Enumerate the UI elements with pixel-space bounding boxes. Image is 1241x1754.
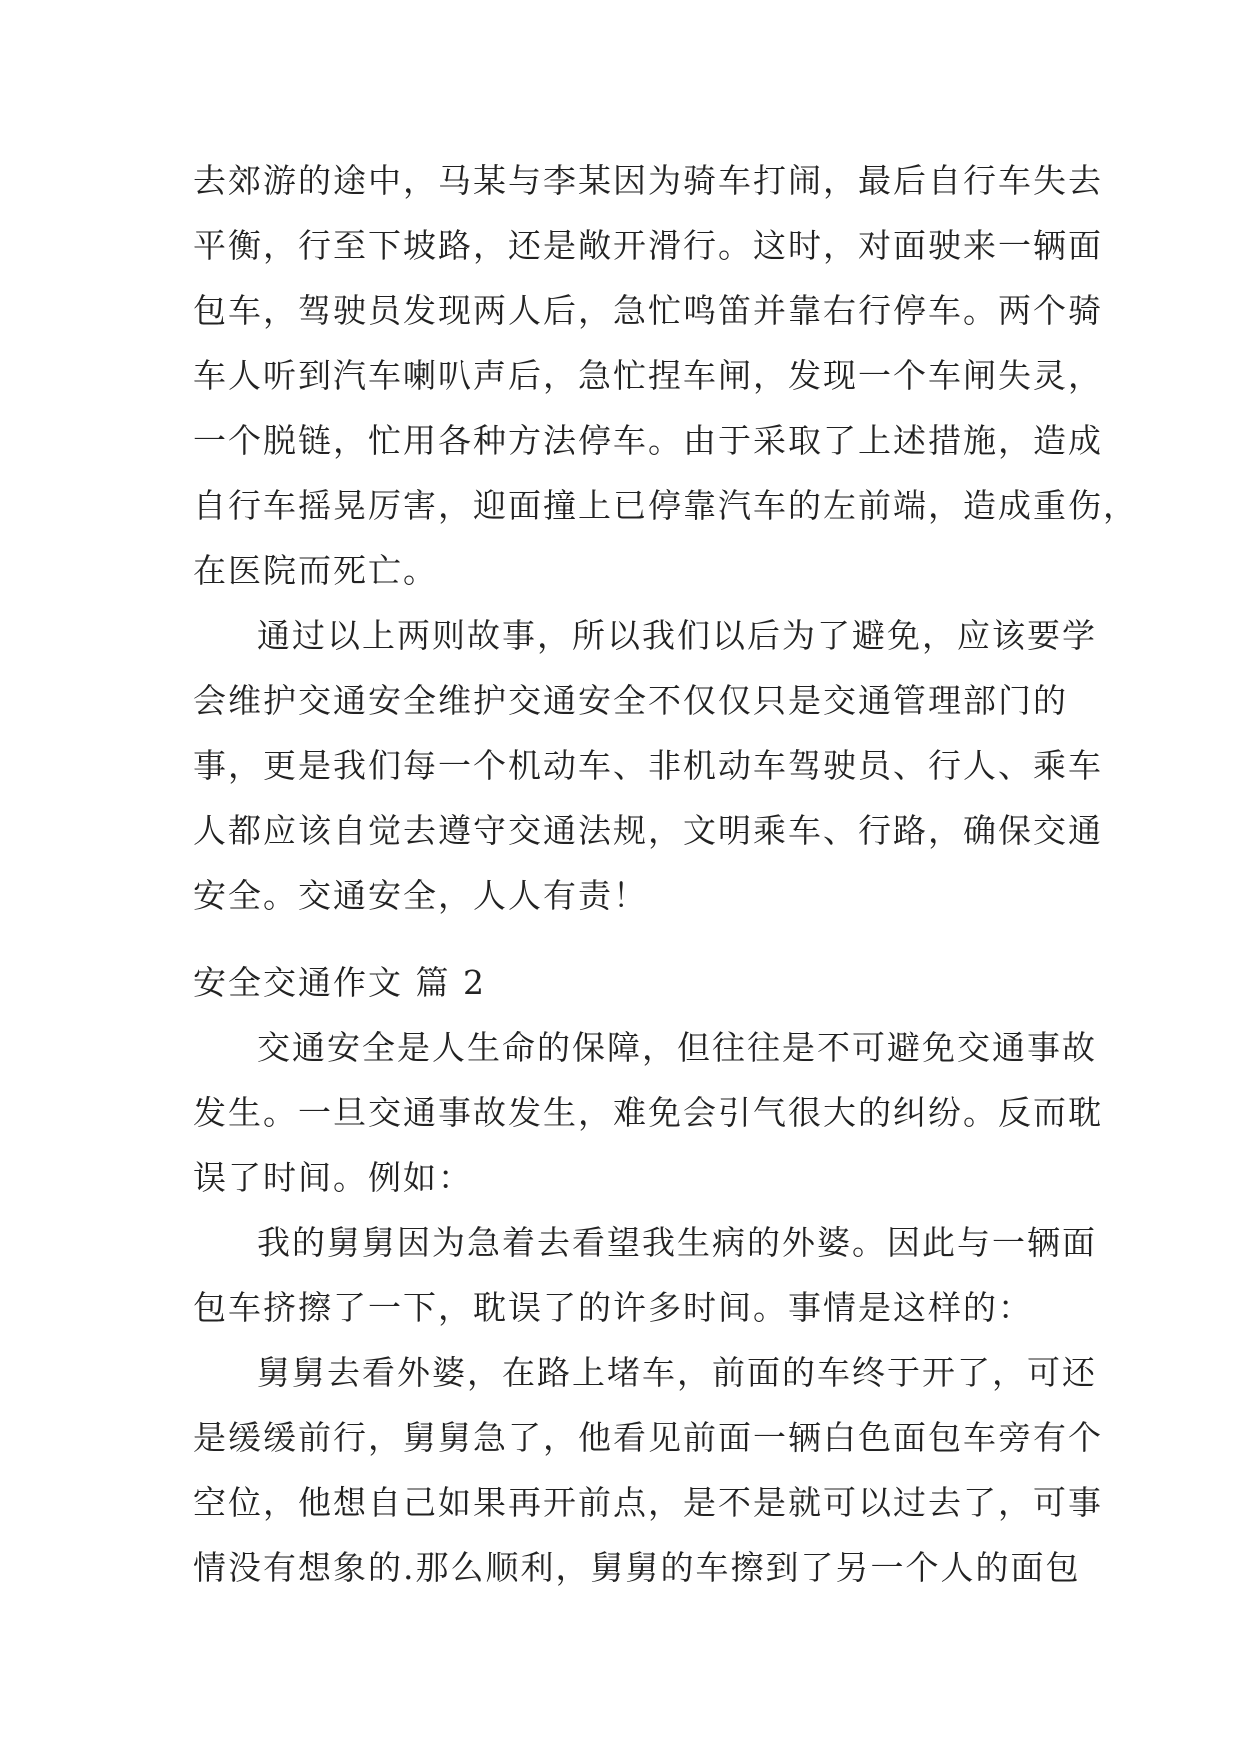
text-line: 交通安全是人生命的保障，但往往是不可避免交通事故 (257, 1028, 1097, 1067)
text-line: 包车挤擦了一下，耽误了的许多时间。事情是这样的： (193, 1288, 1033, 1327)
story-continuation-section (193, 148, 1138, 928)
text-line: 去郊游的途中，马某与李某因为骑车打闹，最后自行车失去 (193, 161, 1103, 200)
text-line: 空位，他想自己如果再开前点，是不是就可以过去了，可事 (193, 1483, 1103, 1522)
essay-section-2 (193, 950, 1103, 1600)
text-line: 舅舅去看外婆，在路上堵车，前面的车终于开了，可还 (257, 1353, 1097, 1392)
paragraph-story (193, 1340, 1103, 1600)
text-line: 发生。一旦交通事故发生，难免会引气很大的纠纷。反而耽 (193, 1093, 1103, 1132)
text-line: 会维护交通安全维护交通安全不仅仅只是交通管理部门的 (193, 681, 1068, 720)
paragraph-uncle (193, 1210, 1097, 1340)
text-line: 安全。交通安全，人人有责！ (193, 876, 648, 915)
text-line: 平衡，行至下坡路，还是敞开滑行。这时，对面驶来一辆面 (193, 226, 1103, 265)
paragraph-conclusion (193, 603, 1103, 928)
text-line: 在医院而死亡。 (193, 551, 438, 590)
text-line: 是缓缓前行，舅舅急了，他看见前面一辆白色面包车旁有个 (193, 1418, 1103, 1457)
text-line: 事，更是我们每一个机动车、非机动车驾驶员、行人、乘车 (193, 746, 1103, 785)
section-heading: 安全交通作文 篇 2 (193, 963, 486, 1002)
text-line: 误了时间。例如： (193, 1158, 473, 1197)
text-line: 我的舅舅因为急着去看望我生病的外婆。因此与一辆面 (257, 1223, 1097, 1262)
text-line: 自行车摇晃厉害，迎面撞上已停靠汽车的左前端，造成重伤， (193, 486, 1138, 525)
text-line: 一个脱链，忙用各种方法停车。由于采取了上述措施，造成 (193, 421, 1103, 460)
paragraph-accident-story (193, 148, 1138, 603)
text-line: 包车，驾驶员发现两人后，急忙鸣笛并靠右行停车。两个骑 (193, 291, 1103, 330)
text-line: 车人听到汽车喇叭声后，急忙捏车闸，发现一个车闸失灵， (193, 356, 1103, 395)
paragraph-intro (193, 1015, 1103, 1210)
text-line: 人都应该自觉去遵守交通法规，文明乘车、行路，确保交通 (193, 811, 1103, 850)
text-line: 通过以上两则故事，所以我们以后为了避免，应该要学 (257, 616, 1097, 655)
text-line: 情没有想象的.那么顺利，舅舅的车擦到了另一个人的面包 (193, 1548, 1081, 1587)
